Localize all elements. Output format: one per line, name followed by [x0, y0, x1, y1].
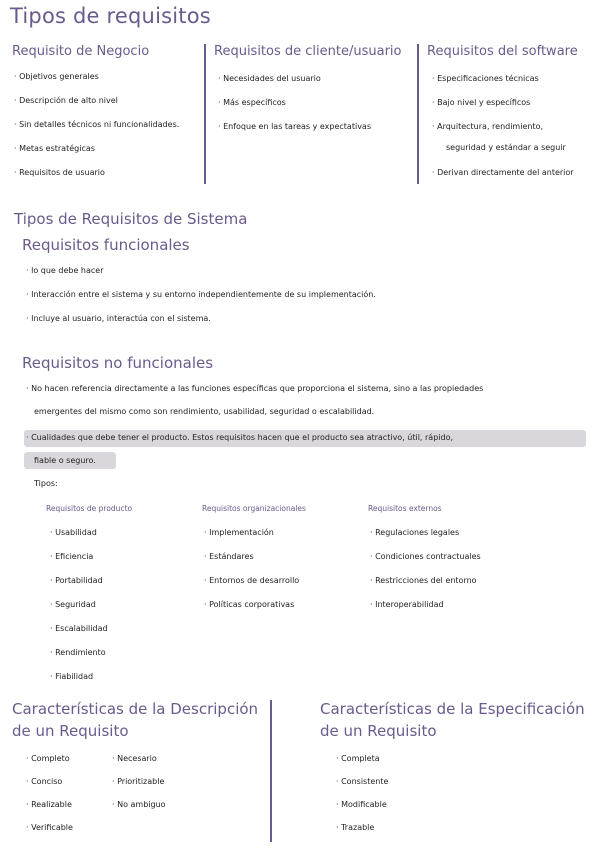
list-item: · Condiciones contractuales [370, 552, 481, 562]
list-item: · Especificaciones técnicas [432, 74, 539, 84]
list-item: · Regulaciones legales [370, 528, 459, 538]
list-item: · Verificable [26, 823, 73, 833]
paragraph-line: · Cualidades que debe tener el producto. Estos requisitos hacen que el producto sea atractivo, útil, rápido, [26, 433, 453, 443]
list-item: · Completo [26, 754, 70, 764]
list-item: · Portabilidad [50, 576, 103, 586]
software-requirement-heading: Requisitos del software [427, 44, 578, 59]
paragraph-line: fiable o seguro. [34, 456, 96, 465]
list-item: · Realizable [26, 800, 72, 810]
list-item: · Necesidades del usuario [218, 74, 321, 84]
list-item: · Eficiencia [50, 552, 93, 562]
description-characteristics-heading: Características de la Descripción [12, 700, 259, 718]
list-item: · Modificable [336, 800, 387, 810]
list-item: · Requisitos de usuario [14, 168, 105, 178]
external-requirements-heading: Requisitos externos [368, 504, 442, 513]
list-item: · No ambiguo [112, 800, 166, 810]
list-item: · Trazable [336, 823, 374, 833]
list-item: · Políticas corporativas [204, 600, 294, 610]
list-item: · Bajo nivel y específicos [432, 98, 530, 108]
list-item: · Enfoque en las tareas y expectativas [218, 122, 371, 132]
list-item: · Prioritizable [112, 777, 164, 787]
specification-characteristics-heading: Características de la Especificación [320, 700, 585, 718]
list-item: · Fiabilidad [50, 672, 93, 682]
list-item: · Derivan directamente del anterior [432, 168, 574, 178]
business-requirement-heading: Requisito de Negocio [12, 44, 150, 59]
client-requirement-heading: Requisitos de cliente/usuario [214, 44, 402, 59]
list-item: · Escalabilidad [50, 624, 108, 634]
list-item: · Completa [336, 754, 380, 764]
product-requirements-heading: Requisitos de producto [46, 504, 133, 513]
types-label: Tipos: [34, 479, 58, 488]
non-functional-requirements-heading: Requisitos no funcionales [22, 354, 214, 372]
organizational-requirements-heading: Requisitos organizacionales [202, 504, 306, 513]
paragraph-line: emergentes del mismo como son rendimiento, usabilidad, seguridad o escalabilidad. [34, 407, 375, 416]
list-item: · Rendimiento [50, 648, 106, 658]
list-item: · Más específicos [218, 98, 286, 108]
column-divider [270, 700, 272, 842]
list-item: · Entornos de desarrollo [204, 576, 299, 586]
list-item: · Interacción entre el sistema y su entorno independientemente de su implementación. [26, 290, 376, 300]
column-divider [204, 44, 206, 184]
list-item: · Seguridad [50, 600, 96, 610]
list-item: · Conciso [26, 777, 62, 787]
list-item: · Usabilidad [50, 528, 97, 538]
list-item: · Incluye al usuario, interactúa con el sistema. [26, 314, 211, 324]
list-item: · Interoperabilidad [370, 600, 444, 610]
list-item: · Arquitectura, rendimiento, [432, 122, 543, 132]
list-item: · Consistente [336, 777, 388, 787]
specification-characteristics-heading-line2: de un Requisito [320, 722, 437, 740]
description-characteristics-heading-line2: de un Requisito [12, 722, 129, 740]
list-item: · Sin detalles técnicos ni funcionalidades. [14, 120, 179, 130]
column-divider [417, 44, 419, 184]
list-item-continuation: seguridad y estándar a seguir [446, 143, 566, 152]
list-item: · lo que debe hacer [26, 266, 104, 276]
list-item: · Estándares [204, 552, 254, 562]
list-item: · Metas estratégicas [14, 144, 95, 154]
system-requirements-heading: Tipos de Requisitos de Sistema [14, 210, 248, 228]
list-item: · Implementación [204, 528, 274, 538]
functional-requirements-heading: Requisitos funcionales [22, 236, 190, 254]
list-item: · Necesario [112, 754, 157, 764]
paragraph-line: · No hacen referencia directamente a las funciones específicas que proporciona el sistema, sino a las propiedades [26, 384, 483, 394]
list-item: · Descripción de alto nivel [14, 96, 118, 106]
page-title: Tipos de requisitos [10, 4, 211, 28]
list-item: · Objetivos generales [14, 72, 99, 82]
list-item: · Restricciones del entorno [370, 576, 477, 586]
